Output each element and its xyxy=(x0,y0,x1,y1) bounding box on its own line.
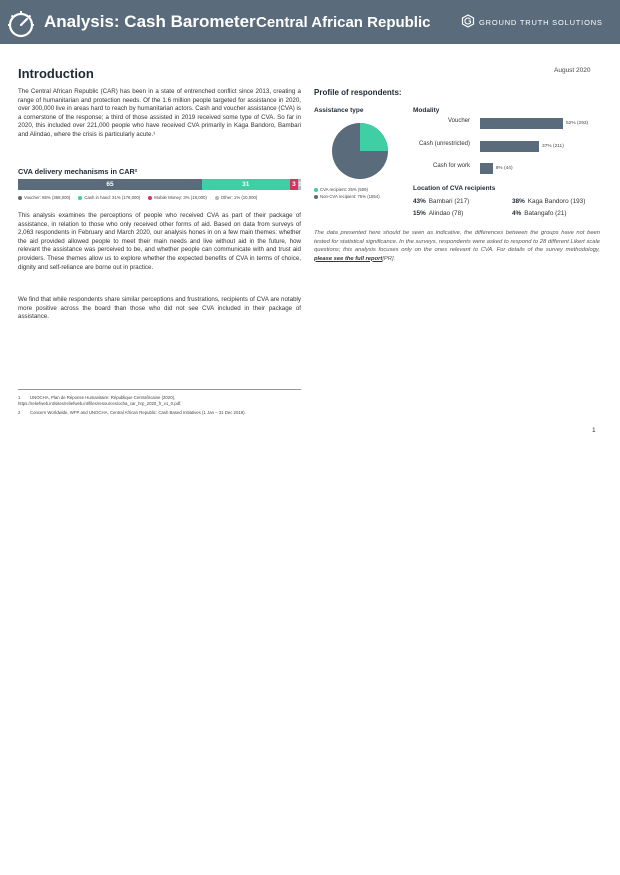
modality-bar-voucher xyxy=(480,118,563,129)
modality-bar-cash xyxy=(480,141,539,152)
note-end: [PR]. xyxy=(382,255,396,262)
intro-paragraph-1: The Central African Republic (CAR) has been in a state of entrenched conflict since 2013, creating a range of humanitarian and protection needs. Of the 1.6 million people targeted for assistance in 2020, over 300,000 live in areas hard to reach by humanitarian actors. Cash and voucher assistance (CVA) is a cornerstone of the response; a third of those assisted in 2019 received some type of CVA. So far in 2020, this included over 221,000 people who have received CVA primarily in Kaga Bandoro, Bambari and Alindao, where the crisis is particularly acute.¹ xyxy=(18,88,301,138)
modality-title: Modality xyxy=(413,107,440,114)
modality-value-cash: 37% (211) xyxy=(542,144,564,149)
legend-label: Other: 1% (10,000) xyxy=(220,195,258,200)
footnote-1 xyxy=(18,395,301,407)
legend-label: CVA recipient: 25% (509) xyxy=(320,187,368,192)
section-title-introduction: Introduction xyxy=(18,66,94,81)
location-bambari xyxy=(413,198,469,205)
org-name: GROUND TRUTH SOLUTIONS xyxy=(479,18,603,27)
legend-item xyxy=(314,186,380,193)
intro-paragraph-3: We find that while respondents share similar perceptions and frustrations, recipients of CVA are notably more positive across the board than those who did not see CVA included in their package of assistance. xyxy=(18,296,301,321)
legend-label: Non-CVA recipient: 75% (1554) xyxy=(320,194,380,199)
footnote-text: UNOCHA, Plan de Réponse Humanitaire: République Centrafricaine (2020), https://reliefweb.int/sites/reliefweb.int/files/resources/ocha_car_hrp_2020_fr_v1_0.pdf. xyxy=(18,395,182,406)
legend-label: Mobile Money: 3% (18,000) xyxy=(154,195,207,200)
delivery-stacked-bar xyxy=(18,179,301,190)
modality-label-voucher: Voucher xyxy=(447,118,470,124)
location-name: Alindao (78) xyxy=(428,210,464,217)
delivery-legend xyxy=(18,195,301,200)
footnote-divider xyxy=(18,389,301,390)
footnote-number: 1 xyxy=(18,395,21,400)
legend-dot xyxy=(314,188,318,192)
intro-paragraph-2: This analysis examines the perceptions of people who received CVA as part of their package of assistance, in relation to those who only received other forms of aid. Based on data from surveys of 2,063 respondents in February and March 2020, our analysis hones in on a few main themes: whether the aid provided allowed people to meet their main needs and live without aid in the future, how relevant the assistance was perceived to be, and whether people can communicate with and trust aid providers. These themes allow us to explore whether the expected benefits of CVA in terms of choice, dignity and self-reliance are borne out in practice. xyxy=(18,212,301,271)
assistance-type-title: Assistance type xyxy=(314,107,364,114)
legend-dot xyxy=(215,196,219,200)
bar-segment-mobile-money: 3 xyxy=(290,179,298,190)
location-name: Batangafo (21) xyxy=(524,210,567,217)
location-title: Location of CVA recipients xyxy=(413,185,496,192)
assistance-type-pie xyxy=(331,122,389,180)
modality-label-cash-for-work: Cash for work xyxy=(432,163,470,169)
modality-bar-cash-for-work xyxy=(480,163,493,174)
pie-legend xyxy=(314,186,380,200)
bar-segment-cash: 31 xyxy=(202,179,290,190)
report-title: Analysis: Cash Barometer xyxy=(44,12,256,31)
location-name: Bambari (217) xyxy=(428,198,470,205)
note-text: The data presented here should be seen as indicative, the differences between the groups have not been tested for statistical significance. In the surveys, respondents were asked to respond to 28 different Likert scale questions; this analysis focuses only on the ones relevant to CVA. For details of the survey methodology, xyxy=(314,230,600,253)
footnote-text: Concern Worldwide, WFP and UNOCHA, Central African Republic: Cash Based Initiatives (1 Jan – 31 Dec 2019). xyxy=(30,410,246,415)
location-kaga-bandoro xyxy=(512,198,585,205)
barometer-gauge-icon xyxy=(5,8,37,40)
bar-segment-voucher: 65 xyxy=(18,179,202,190)
modality-value-voucher: 52% (293) xyxy=(566,121,589,126)
location-pct: 38% xyxy=(512,198,525,205)
modality-value-cash-for-work: 8% (44) xyxy=(495,166,513,171)
page-number: 1 xyxy=(592,427,596,434)
legend-label: Cash in hand: 31% (176,000) xyxy=(84,195,141,200)
legend-dot xyxy=(148,196,152,200)
location-name: Kaga Bandoro (193) xyxy=(527,198,586,205)
legend-item xyxy=(314,193,380,200)
methodology-note xyxy=(314,229,600,263)
legend-label: Voucher: 65% (368,000) xyxy=(24,195,71,200)
modality-label-cash: Cash (unrestricted) xyxy=(418,141,470,147)
location-pct: 15% xyxy=(413,210,426,217)
legend-dot xyxy=(18,196,22,200)
location-alindao xyxy=(413,210,463,217)
page-header xyxy=(0,0,620,44)
profile-title: Profile of respondents: xyxy=(314,88,402,97)
legend-dot xyxy=(314,195,318,199)
footnote-2 xyxy=(18,410,301,416)
location-batangafo xyxy=(512,210,567,217)
full-report-link[interactable]: please see the full report xyxy=(314,255,383,262)
location-pct: 4% xyxy=(512,210,522,217)
footnote-number: 2 xyxy=(18,410,21,415)
legend-item xyxy=(18,195,70,200)
legend-item xyxy=(215,195,258,200)
pie-slice-cva xyxy=(360,123,388,151)
legend-item xyxy=(78,195,140,200)
bar-segment-other: 1 xyxy=(298,181,302,188)
country-title: Central African Republic xyxy=(256,14,431,31)
location-pct: 43% xyxy=(413,198,426,205)
ground-truth-logo-icon xyxy=(461,14,475,28)
legend-item xyxy=(148,195,207,200)
report-date: August 2020 xyxy=(554,67,591,74)
delivery-mechanisms-title: CVA delivery mechanisms in CAR² xyxy=(18,167,138,176)
legend-dot xyxy=(78,196,82,200)
